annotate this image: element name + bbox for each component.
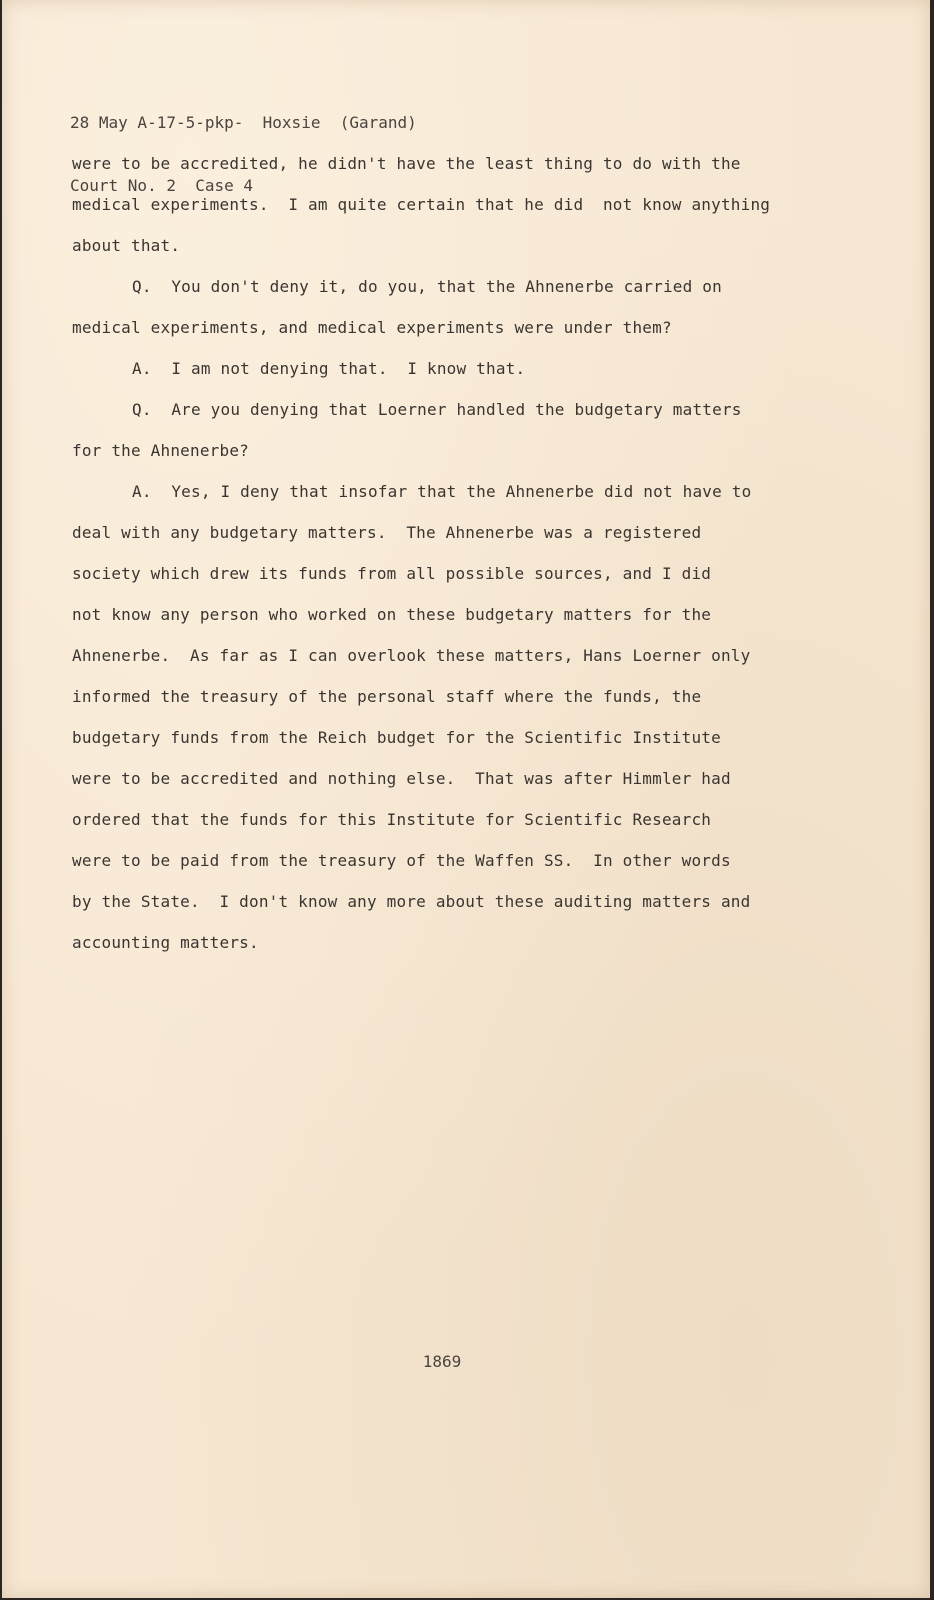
text-line: ordered that the funds for this Institute for Scientific Research: [72, 810, 712, 829]
header-line-2: Court No. 2 Case 4: [70, 176, 254, 195]
text-line: medical experiments, and medical experiments were under them?: [72, 318, 672, 337]
text-line: not know any person who worked on these budgetary matters for the: [72, 605, 712, 624]
transcript-body: [72, 143, 862, 963]
text-line: informed the treasury of the personal staff where the funds, the: [72, 687, 702, 706]
text-line: were to be accredited, he didn't have the least thing to do with the: [72, 154, 741, 173]
answer-line: A. I am not denying that. I know that.: [132, 359, 526, 378]
text-line: about that.: [72, 236, 181, 255]
document-page: [2, 0, 930, 1598]
text-line: budgetary funds from the Reich budget for the Scientific Institute: [72, 728, 721, 747]
text-line: society which drew its funds from all possible sources, and I did: [72, 564, 712, 583]
text-line: were to be paid from the treasury of the Waffen SS. In other words: [72, 851, 731, 870]
page-number: 1869: [422, 1352, 462, 1371]
text-line: medical experiments. I am quite certain that he did not know anything: [72, 195, 771, 214]
text-line: were to be accredited and nothing else. That was after Himmler had: [72, 769, 731, 788]
text-line: Ahnenerbe. As far as I can overlook these matters, Hans Loerner only: [72, 646, 751, 665]
text-line: deal with any budgetary matters. The Ahnenerbe was a registered: [72, 523, 702, 542]
text-line: for the Ahnenerbe?: [72, 441, 249, 460]
text-line: accounting matters.: [72, 933, 259, 952]
question-line: Q. You don't deny it, do you, that the Ahnenerbe carried on: [132, 277, 722, 296]
text-line: by the State. I don't know any more about these auditing matters and: [72, 892, 751, 911]
answer-line: A. Yes, I deny that insofar that the Ahnenerbe did not have to: [132, 482, 752, 501]
header-line-1: 28 May A-17-5-pkp- Hoxsie (Garand): [70, 113, 417, 132]
question-line: Q. Are you denying that Loerner handled the budgetary matters: [132, 400, 742, 419]
